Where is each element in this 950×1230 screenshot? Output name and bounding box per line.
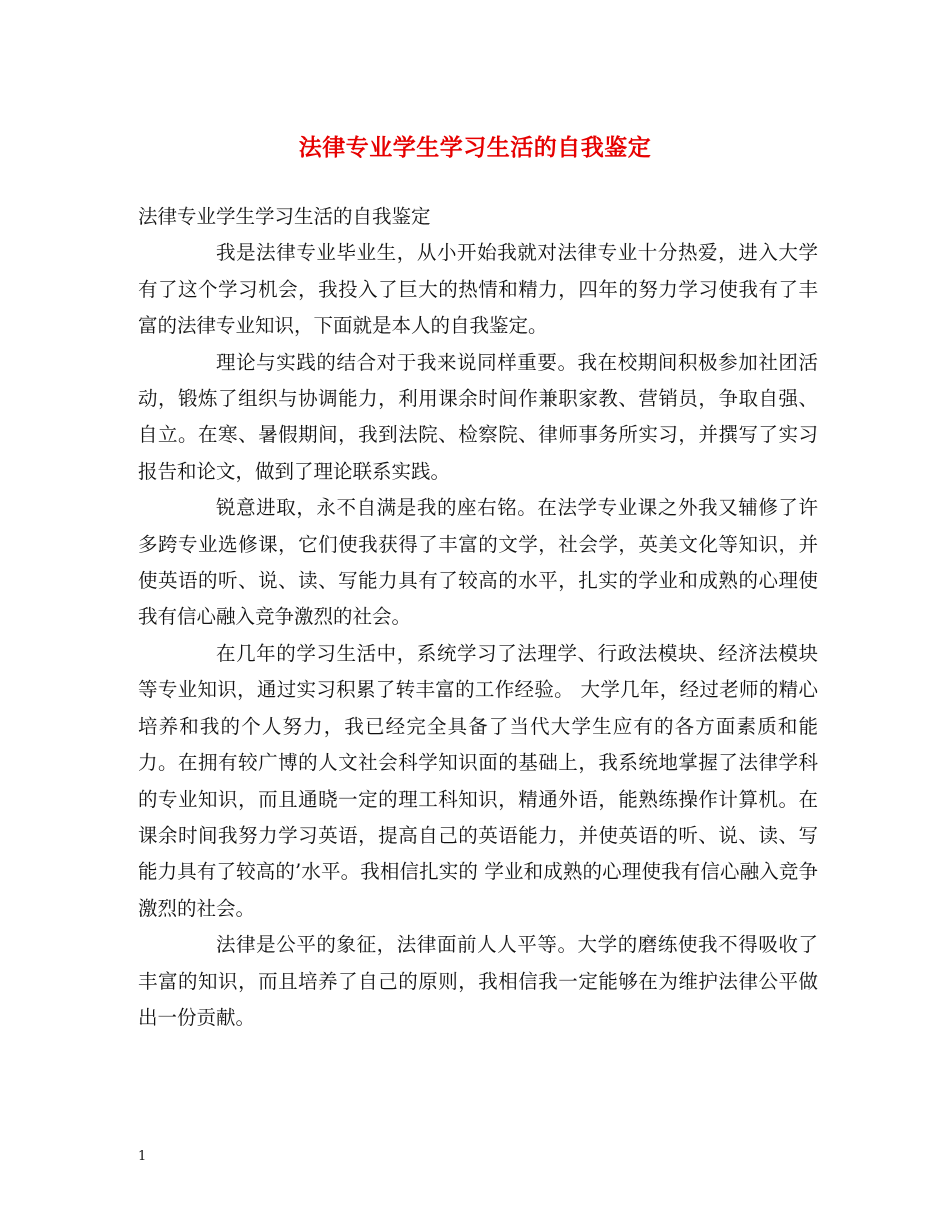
document-body bbox=[138, 199, 818, 1036]
document-subtitle: 法律专业学生学习生活的自我鉴定 bbox=[138, 205, 431, 228]
paragraph: 锐意进取，永不自满是我的座右铭。在法学专业课之外我又辅修了许多跨专业选修课，它们使我获得了丰富的文学，社会学，英美文化等知识，并使英语的听、说、读、写能力具有了较高的水平，扎实的学业和成熟的心理使我有信心融入竞争激烈的社会。 bbox=[138, 496, 818, 629]
paragraph: 理论与实践的结合对于我来说同样重要。我在校期间积极参加社团活动，锻炼了组织与协调能力，利用课余时间作兼职家教、营销员，争取自强、自立。在寒、暑假期间，我到法院、检察院、律师事务所实习，并撰写了实习报告和论文，做到了理论联系实践。 bbox=[138, 350, 818, 483]
page-number: 1 bbox=[138, 1149, 147, 1164]
paragraph: 我是法律专业毕业生，从小开始我就对法律专业十分热爱，进入大学有了这个学习机会，我投入了巨大的热情和精力，四年的努力学习使我有了丰富的法律专业知识，下面就是本人的自我鉴定。 bbox=[138, 241, 818, 338]
paragraph: 在几年的学习生活中，系统学习了法理学、行政法模块、经济法模块等专业知识，通过实习积累了转丰富的工作经验。 大学几年，经过老师的精心培养和我的个人努力，我已经完全具备了当代大学生应有的各方面素质和能力。在拥有较广博的人文社会科学知识面的基础上，我系统地掌握了法律学科的专业知识，而且通晓一定的理工科知识，精通外语，能熟练操作计算机。在课余时间我努力学习英语，提高自己的英语能力，并使英语的听、说、读、写能力具有了较高的’水平。我相信扎实的 学业和成熟的心理使我有信心融入竞争激烈的社会。 bbox=[138, 641, 818, 920]
document-title: 法律专业学生学习生活的自我鉴定 bbox=[298, 134, 652, 161]
paragraph: 法律是公平的象征，法律面前人人平等。大学的磨练使我不得吸收了丰富的知识，而且培养了自己的原则，我相信我一定能够在为维护法律公平做出一份贡献。 bbox=[138, 933, 818, 1029]
